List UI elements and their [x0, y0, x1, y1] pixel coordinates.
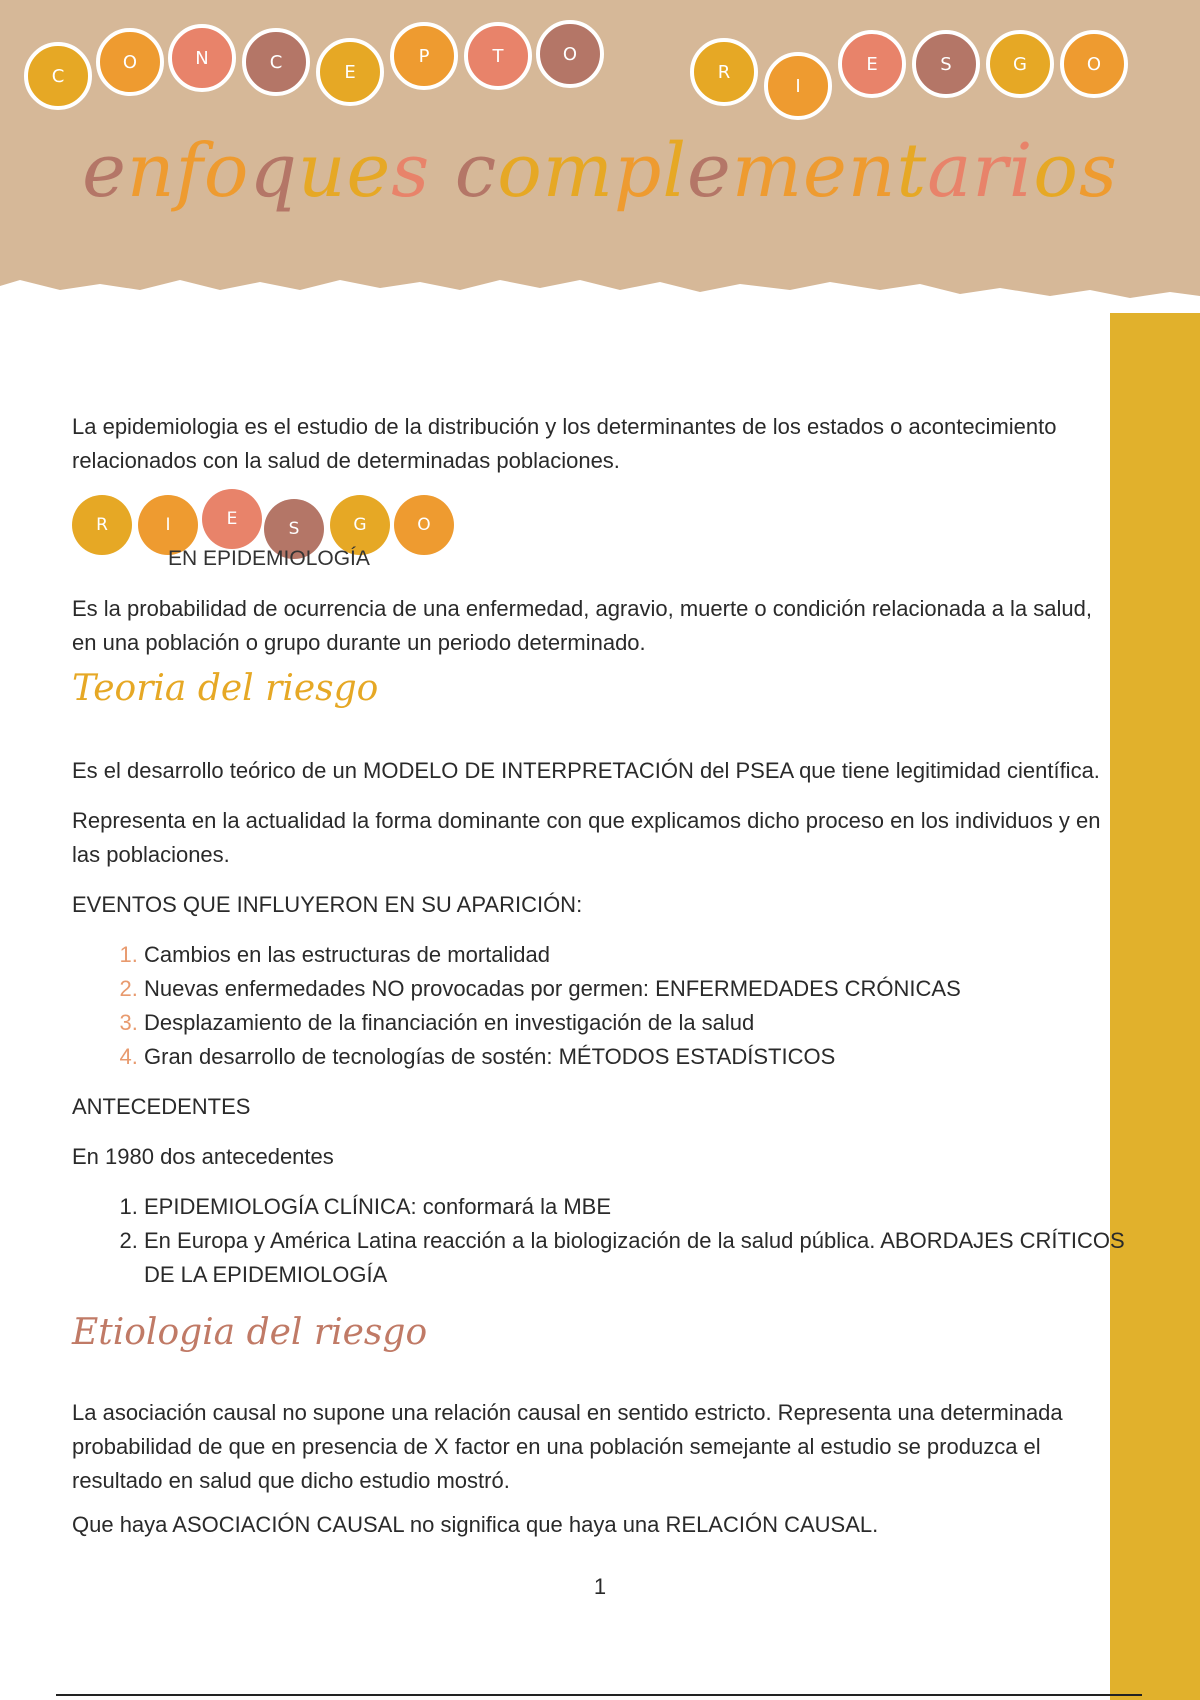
subtitle-enfoques-complementarios: [0, 128, 1200, 214]
letter-circle: C: [24, 42, 92, 110]
riesgo-caption: EN EPIDEMIOLOGÍA: [168, 547, 370, 570]
eventos-list: [72, 938, 1144, 1074]
letter-circle: G: [330, 495, 390, 555]
subtitle-fragment: o: [1033, 128, 1079, 214]
subtitle-fragment: e: [82, 128, 127, 214]
letter-circle: S: [912, 30, 980, 98]
title-concepto: [24, 16, 624, 96]
title-riesgo: [690, 16, 1140, 96]
subtitle-fragment: l: [662, 128, 688, 214]
letter-circle: I: [138, 495, 198, 555]
subtitle-fragment: om: [497, 128, 614, 214]
subtitle-fragment: t: [896, 128, 928, 214]
letter-circle: C: [242, 28, 310, 96]
letter-circle: T: [464, 22, 532, 90]
letter-circle: E: [202, 489, 262, 549]
list-item: 4. Gran desarrollo de tecnologías de sostén: MÉTODOS ESTADÍSTICOS: [144, 1040, 1144, 1074]
intro-paragraph: La epidemiologia es el estudio de la distribución y los determinantes de los estados o acontecimiento relacionados con la salud de determinadas poblaciones.: [72, 414, 1057, 473]
heading-etiologia: Etiologia del riesgo: [72, 1312, 428, 1353]
letter-circle: I: [764, 52, 832, 120]
etiologia-paragraph-1: La asociación causal no supone una relación causal en sentido estricto. Representa una determinada probabilidad de que en presencia de X factor en una población semejante al estudio se produzca el resultado en salud que dicho estudio mostró.: [72, 1400, 1063, 1493]
subtitle-fragment: e: [687, 128, 732, 214]
list-item: 2. En Europa y América Latina reacción a la biologización de la salud pública. ABORDAJES CRÍTICOS DE LA EPIDEMIOLOGÍA: [144, 1224, 1144, 1292]
footer-rule: [56, 1694, 1142, 1696]
subtitle-fragment: nfo: [126, 128, 250, 214]
etiologia-paragraph-2: Que haya ASOCIACIÓN CAUSAL no significa que haya una RELACIÓN CAUSAL.: [72, 1512, 879, 1537]
definition-paragraph: Es la probabilidad de ocurrencia de una enfermedad, agravio, muerte o condición relacionada a la salud, en una población o grupo durante un periodo determinado.: [72, 596, 1092, 655]
letter-circle: O: [1060, 30, 1128, 98]
letter-circle: E: [316, 38, 384, 106]
list-item: 3. Desplazamiento de la financiación en investigación de la salud: [144, 1006, 1144, 1040]
list-item: 2. Nuevas enfermedades NO provocadas por germen: ENFERMEDADES CRÓNICAS: [144, 972, 1144, 1006]
teoria-paragraph-1: Es el desarrollo teórico de un MODELO DE INTERPRETACIÓN del PSEA que tiene legitimidad científica.: [72, 758, 1100, 783]
subtitle-fragment: s: [1078, 128, 1118, 214]
teoria-paragraph-2: Representa en la actualidad la forma dominante con que explicamos dicho proceso en los individuos y en las poblaciones.: [72, 808, 1101, 867]
subtitle-fragment: q: [249, 128, 298, 214]
letter-circle: O: [394, 495, 454, 555]
letter-circle: O: [536, 20, 604, 88]
letter-circle: R: [690, 38, 758, 106]
letter-circle: N: [168, 24, 236, 92]
letter-circle: O: [96, 28, 164, 96]
letter-circle: R: [72, 495, 132, 555]
heading-teoria: Teoria del riesgo: [72, 668, 379, 709]
subtitle-fragment: c: [454, 128, 498, 214]
antecedentes-intro: En 1980 dos antecedentes: [72, 1144, 334, 1169]
subtitle-fragment: ue: [297, 128, 392, 214]
letter-circle: S: [264, 499, 324, 559]
antecedentes-label: ANTECEDENTES: [72, 1094, 251, 1119]
antecedentes-list: [72, 1190, 1144, 1292]
eventos-label: EVENTOS QUE INFLUYERON EN SU APARICIÓN:: [72, 892, 583, 917]
header-banner: [0, 0, 1200, 310]
page-number: 1: [593, 1574, 607, 1599]
letter-circle: E: [838, 30, 906, 98]
subtitle-fragment: men: [731, 128, 897, 214]
letter-circle: G: [986, 30, 1054, 98]
list-item: 1. EPIDEMIOLOGÍA CLÍNICA: conformará la MBE: [144, 1190, 1144, 1224]
subtitle-fragment: ari: [927, 128, 1034, 214]
list-item: 1. Cambios en las estructuras de mortalidad: [144, 938, 1144, 972]
letter-circle: P: [390, 22, 458, 90]
subtitle-fragment: p: [613, 128, 663, 214]
subtitle-fragment: s: [391, 128, 455, 214]
